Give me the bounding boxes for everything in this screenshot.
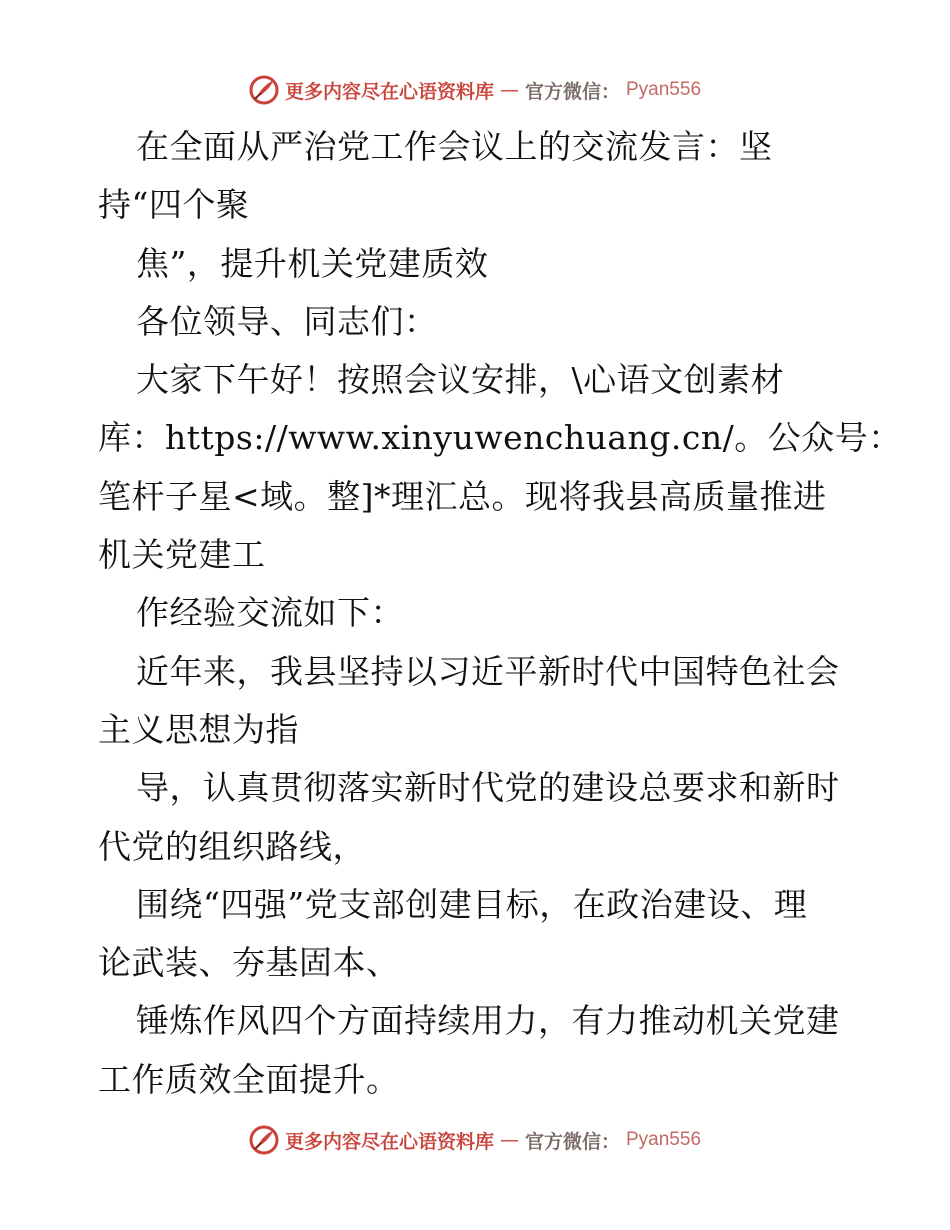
banner-separator: — [499,1129,519,1151]
banner-wechat-id: Pyan556 [626,79,702,100]
paragraph-line: 主义思想为指 [98,709,299,749]
title-line-2: 持“四个聚 [98,185,250,225]
feather-pen-logo-icon [249,75,279,105]
banner-wechat-label: 官方微信： [524,1130,620,1153]
paragraph-line: 近年来，我县坚持以习近平新时代中国特色社会 [136,651,840,691]
footer-watermark-banner [0,1120,950,1160]
paragraph-line: 工作质效全面提升。 [98,1059,400,1099]
feather-pen-logo-icon [249,1125,279,1155]
banner-wechat-label: 官方微信： [524,80,620,103]
paragraph-line: 代党的组织路线， [98,826,366,866]
banner-title: 更多内容尽在心语资料库 [284,80,494,103]
paragraph-line: 大家下午好！按照会议安排，\心语文创素材 [136,360,785,400]
title-line-3: 焦”，提升机关党建质效 [136,243,489,283]
paragraph-line: 机关党建工 [98,535,266,575]
paragraph-line: 笔杆子星<域。整]*理汇总。现将我县高质量推进 [98,476,827,516]
header-watermark-banner [0,70,950,110]
banner-separator: — [499,79,519,101]
paragraph-line: 库：https://www.xinyuwenchuang.cn/。公众号： [98,418,902,458]
salutation-line: 各位领导、同志们： [136,301,438,341]
paragraph-line: 锤炼作风四个方面持续用力，有力推动机关党建 [136,1001,840,1041]
document-body [98,118,902,1109]
title-line-1: 在全面从严治党工作会议上的交流发言：坚 [136,127,773,166]
banner-wechat-id: Pyan556 [626,1129,702,1150]
paragraph-line: 围绕“四强”党支部创建目标，在政治建设、理 [136,884,808,924]
paragraph-line: 导，认真贯彻落实新时代党的建设总要求和新时 [136,768,840,808]
banner-title: 更多内容尽在心语资料库 [284,1130,494,1153]
paragraph-line: 论武装、夯基固本、 [98,943,400,983]
paragraph-line: 作经验交流如下： [136,593,404,633]
